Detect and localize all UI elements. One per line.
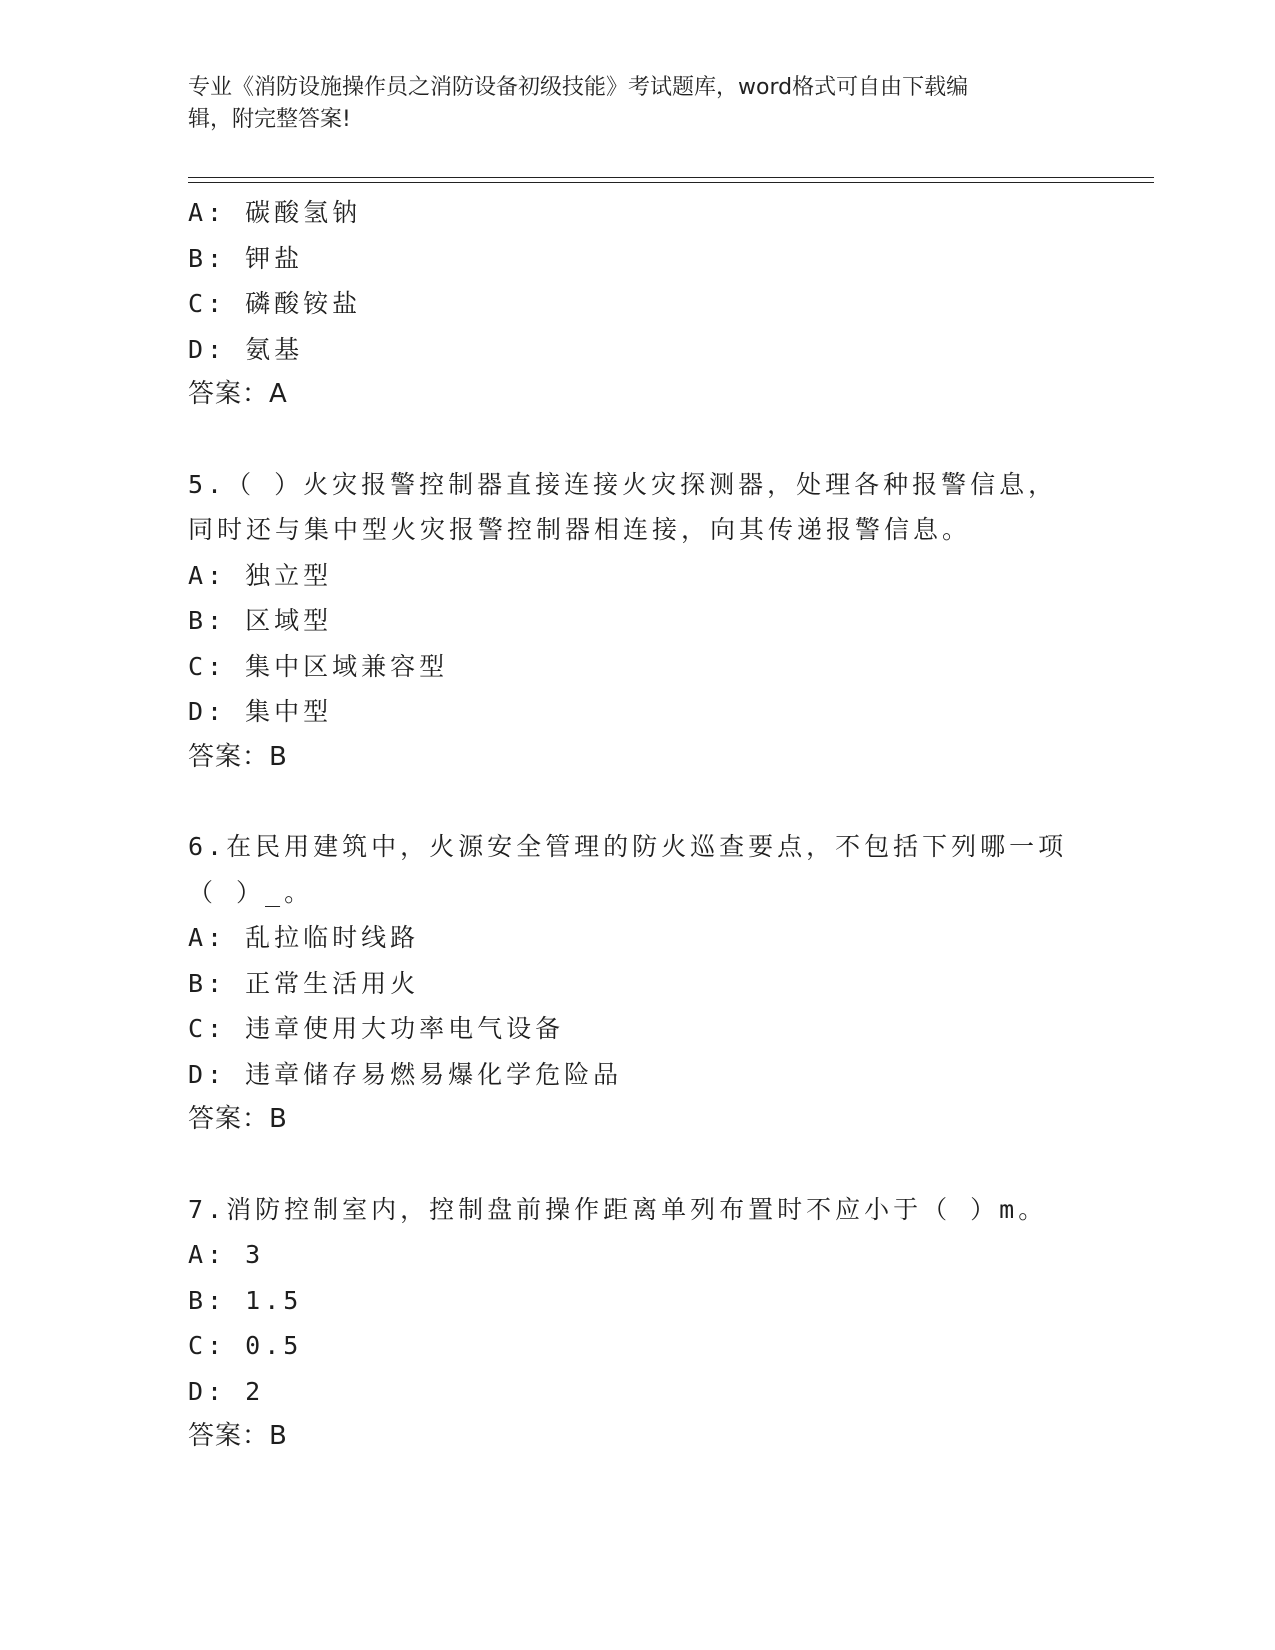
- option-a: A: 碳酸氢钠: [188, 198, 362, 227]
- option-b: B: 区域型: [188, 606, 333, 635]
- document-header: [188, 72, 1068, 136]
- option-c: C: 0.5: [188, 1331, 303, 1360]
- option-c: C: 磷酸铵盐: [188, 289, 362, 318]
- option-d: D: 违章储存易燃易爆化学危险品: [188, 1059, 623, 1089]
- option-a: A: 乱拉临时线路: [188, 923, 420, 952]
- header-divider-top: [188, 177, 1154, 178]
- question-6: [188, 824, 1088, 1143]
- option-d: D: 集中型: [188, 697, 333, 726]
- question-stem-line-1: 7.消防控制室内，控制盘前操作距离单列布置时不应小于（ ）m。: [188, 1194, 1048, 1224]
- option-b: B: 1.5: [188, 1285, 303, 1315]
- question-list: [188, 190, 1088, 1460]
- answer: 答案：B: [188, 1104, 288, 1134]
- option-c: C: 集中区域兼容型: [188, 651, 449, 681]
- header-line-1: 专业《消防设施操作员之消防设备初级技能》考试题库，word格式可自由下载编: [188, 75, 969, 100]
- option-d: D: 2: [188, 1376, 265, 1406]
- question-4: [188, 190, 1088, 418]
- header-line-2: 辑，附完整答案!: [188, 107, 351, 132]
- option-a: A: 3: [188, 1240, 265, 1269]
- question-stem-line-1: 6.在民用建筑中，火源安全管理的防火巡查要点，不包括下列哪一项: [188, 832, 1068, 861]
- option-d: D: 氨基: [188, 334, 304, 364]
- answer: 答案：B: [188, 741, 288, 772]
- question-5: [188, 462, 1088, 781]
- option-b: B: 正常生活用火: [188, 968, 420, 998]
- question-stem-line-2: 同时还与集中型火灾报警控制器相连接，向其传递报警信息。: [188, 515, 972, 544]
- option-c: C: 违章使用大功率电气设备: [188, 1014, 565, 1043]
- question-7: [188, 1187, 1088, 1460]
- question-stem-line-1: 5.（ ）火灾报警控制器直接连接火灾探测器，处理各种报警信息，: [188, 469, 1058, 499]
- header-divider-bottom: [188, 182, 1154, 183]
- option-b: B: 钾盐: [188, 243, 304, 273]
- answer: 答案：A: [188, 379, 288, 409]
- option-a: A: 独立型: [188, 560, 333, 590]
- question-stem-line-2: （ ）_。: [188, 877, 314, 907]
- answer: 答案：B: [188, 1421, 288, 1451]
